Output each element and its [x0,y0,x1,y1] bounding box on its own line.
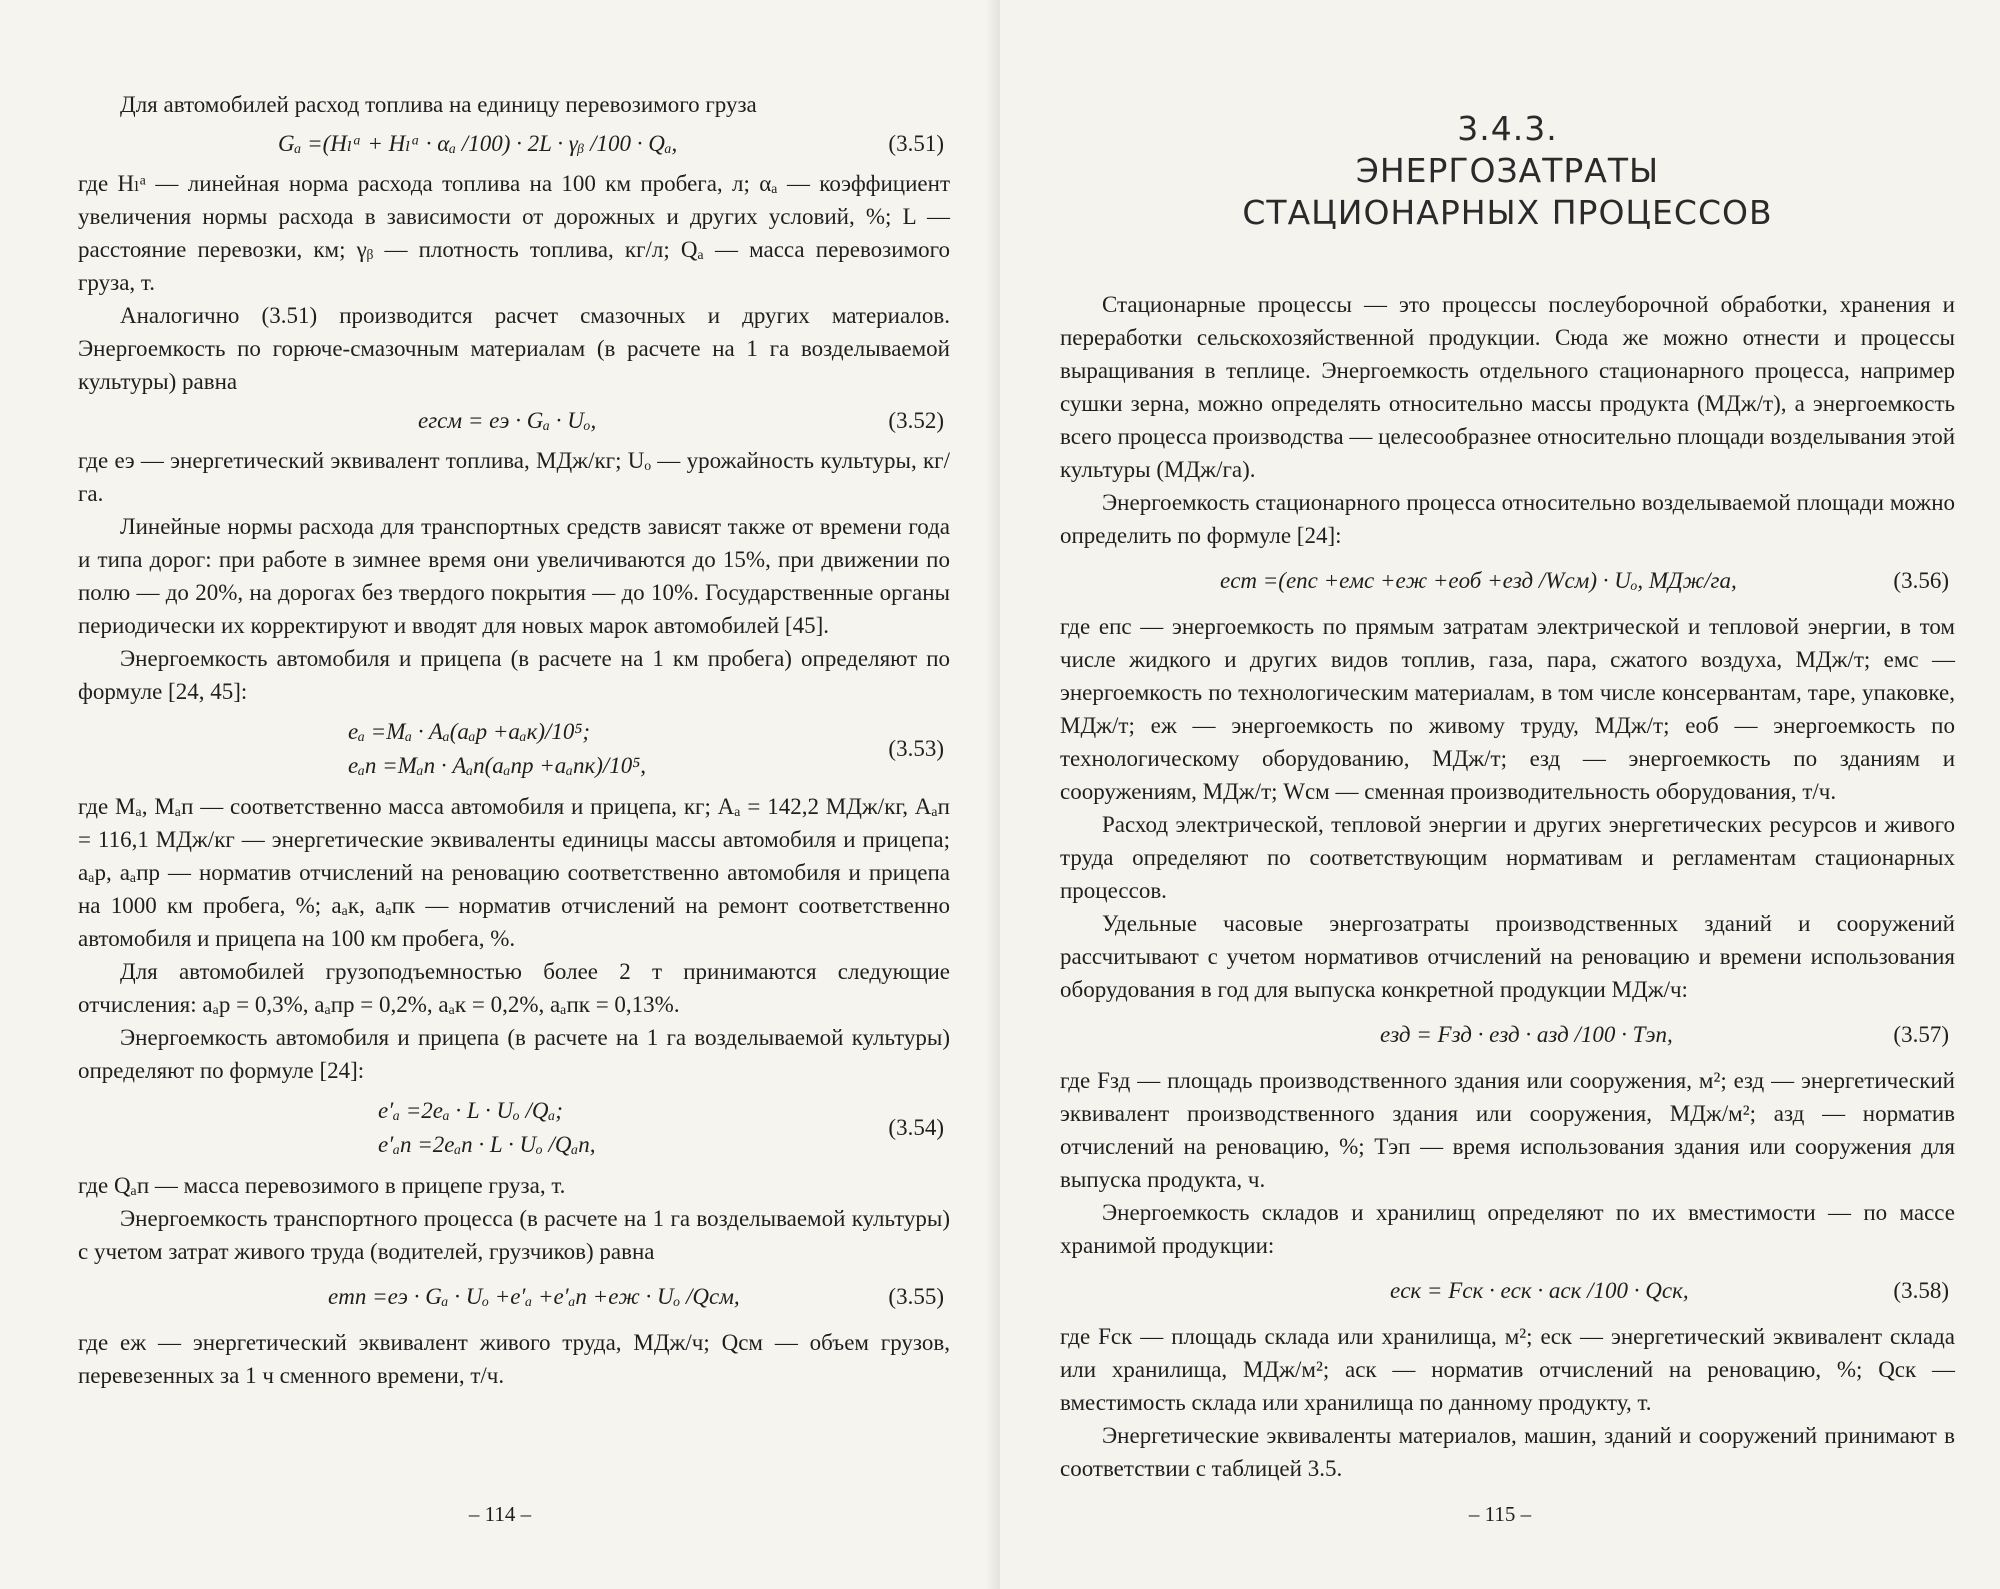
formula-3-56 [1060,552,1955,610]
section-heading [1060,108,1955,234]
formula-number: (3.53) [888,736,944,761]
formula-3-58 [1060,1262,1955,1320]
paragraph: Расход электрической, тепловой энергии и других энергетических ресурсов и живого труда определяют по соответствующим нормативам и регламентам стационарных процессов. [1060,812,1955,903]
formula-line: eₐп =Mₐп · Aₐп(aₐпр +aₐпк)/10⁵, [348,753,647,778]
paragraph: где eж — энергетический эквивалент живого труда, МДж/ч; Qсм — объем грузов, перевезенных за 1 ч сменного времени, т/ч. [78,1330,950,1388]
paragraph: где Fзд — площадь производственного здания или сооружения, м²; eзд — энергетический эквивалент производственного здания или сооружения, МДж/м²; aзд — норматив отчислений на реновацию, %; Tэп — время использования здания или сооружения для выпуска продукта, ч. [1060,1068,1955,1192]
formula-number: (3.51) [888,131,944,156]
paragraph: Для автомобилей грузоподъемностью более 2 т принимаются следующие отчисления: aₐр = 0,3%, aₐпр = 0,2%, aₐк = 0,2%, aₐпк = 0,13%. [78,959,950,1017]
paragraph: где Fск — площадь склада или хранилища, м²; eск — энергетический эквивалент склада или хранилища, МДж/м²; aск — норматив отчислений на реновацию, %; Qск — вместимость склада или хранилища по данному продукту, т. [1060,1324,1955,1415]
formula-3-57 [1060,1006,1955,1064]
section-title: СТАЦИОНАРНЫХ ПРОЦЕССОВ [1242,193,1773,232]
paragraph: Линейные нормы расхода для транспортных средств зависят также от времени года и типа дорог: при работе в зимнее время они увеличиваются до 15%, при движении по полю — до 20%, на дорогах без твердого покрытия — до 10%. Государственные органы периодически их корректируют и вводят для новых марок автомобилей [45]. [78,514,950,638]
formula-body: eск = Fск · eск · aск /100 · Qск, [1390,1278,1689,1303]
formula-body [378,1094,595,1162]
paragraph: Удельные часовые энергозатраты производственных зданий и сооружений рассчитывают с учетом нормативов отчислений на реновацию и времени использования оборудования в год для выпуска конкретной продукции МДж/ч: [1060,911,1955,1002]
formula-3-55 [78,1268,950,1326]
page-115 [1000,0,2000,1589]
paragraph: Энергоемкость стационарного процесса относительно возделываемой площади можно определить по формуле [24]: [1060,490,1955,548]
formula-line: e′ₐ =2eₐ · L · Uₒ /Qₐ; [378,1098,563,1123]
paragraph: где eэ — энергетический эквивалент топлива, МДж/кг; Uₒ — урожайность культуры, кг/га. [78,448,950,506]
paragraph: Энергоемкость транспортного процесса (в расчете на 1 га возделываемой культуры) с учетом затрат живого труда (водителей, грузчиков) равна [78,1206,950,1264]
paragraph: Для автомобилей расход топлива на единицу перевозимого груза [120,92,757,117]
paragraph: Аналогично (3.51) производится расчет смазочных и других материалов. Энергоемкость по горюче-смазочным материалам (в расчете на 1 га возделываемой культуры) равна [78,303,950,394]
formula-3-51 [78,121,950,167]
page-number: – 115 – [1468,1502,1532,1526]
formula-body: eзд = Fзд · eзд · aзд /100 · Tэп, [1380,1022,1673,1047]
formula-number: (3.58) [1893,1278,1949,1303]
section-title: ЭНЕРГОЗАТРАТЫ [1355,151,1660,190]
formula-number: (3.56) [1893,568,1949,593]
section-number: 3.4.3. [1457,109,1558,148]
paragraph: Энергетические эквиваленты материалов, машин, зданий и сооружений принимают в соответствии с таблицей 3.5. [1060,1423,1955,1481]
formula-number: (3.55) [888,1284,944,1309]
paragraph: Энергоемкость автомобиля и прицепа (в расчете на 1 км пробега) определяют по формуле [24, 45]: [78,646,950,704]
formula-3-53 [78,708,950,790]
formula-line: eₐ =Mₐ · Aₐ(aₐр +aₐк)/10⁵; [348,719,591,744]
paragraph: где Mₐ, Mₐп — соответственно масса автомобиля и прицепа, кг; Aₐ = 142,2 МДж/кг, Aₐп = 116,1 МДж/кг — энергетические эквиваленты единицы массы автомобиля и прицепа; aₐр, aₐпр — норматив отчислений на реновацию соответственно автомобиля и прицепа на 1000 км пробега, %; aₐк, aₐпк — норматив отчислений на ремонт соответственно автомобиля и прицепа на 100 км пробега, %. [78,794,950,951]
formula-3-52 [78,398,950,444]
paragraph: где Qₐп — масса перевозимого в прицепе груза, т. [78,1173,566,1198]
formula-body: eгсм = eэ · Gₐ · Uₒ, [418,408,597,433]
paragraph: Энергоемкость автомобиля и прицепа (в расчете на 1 га возделываемой культуры) определяют по формуле [24]: [78,1025,950,1083]
formula-number: (3.57) [1893,1022,1949,1047]
formula-number: (3.52) [888,408,944,433]
formula-body [348,715,646,783]
formula-body: eст =(eпс +eмс +eж +eоб +eзд /Wсм) · Uₒ, МДж/га, [1220,568,1737,593]
formula-number: (3.54) [888,1115,944,1140]
paragraph: где eпс — энергоемкость по прямым затратам электрической и тепловой энергии, в том числе жидкого и других видов топлив, газа, пара, сжатого воздуха, МДж/т; eмс — энергоемкость по технологическим материалам, в том числе консервантам, таре, упаковке, МДж/т; eж — энергоемкость по живому труду, МДж/т; eоб — энергоемкость по технологическому оборудованию, МДж/т; eзд — энергоемкость по зданиям и сооружениям, МДж/т; Wсм — сменная производительность оборудования, т/ч. [1060,614,1955,804]
paragraph: Энергоемкость складов и хранилищ определяют по их вместимости — по массе хранимой продукции: [1060,1200,1955,1258]
formula-line: e′ₐп =2eₐп · L · Uₒ /Qₐп, [378,1132,596,1157]
paragraph: Стационарные процессы — это процессы послеуборочной обработки, хранения и переработки сельскохозяйственной продукции. Сюда же можно отнести и процессы выращивания в теплице. Энергоемкость отдельного стационарного процесса, например сушки зерна, можно определять относительно массы продукта (МДж/т), а энергоемкость всего процесса производства — целесообразнее относительно площади возделывания этой культуры (МДж/га). [1060,292,1955,482]
paragraph: где Hₗᵃ — линейная норма расхода топлива на 100 км пробега, л; αₐ — коэффициент увеличения нормы расхода в зависимости от дорожных и других условий, %; L — расстояние перевозки, км; γᵦ — плотность топлива, кг/л; Qₐ — масса перевозимого груза, т. [78,171,950,295]
formula-body: eтп =eэ · Gₐ · Uₒ +e′ₐ +e′ₐп +eж · Uₒ /Qсм, [328,1284,740,1309]
formula-3-54 [78,1087,950,1169]
page-number: – 114 – [468,1502,532,1526]
formula-body: Gₐ =(Hₗᵃ + Hₗᵃ · αₐ /100) · 2L · γᵦ /100 · Qₐ, [278,131,678,156]
